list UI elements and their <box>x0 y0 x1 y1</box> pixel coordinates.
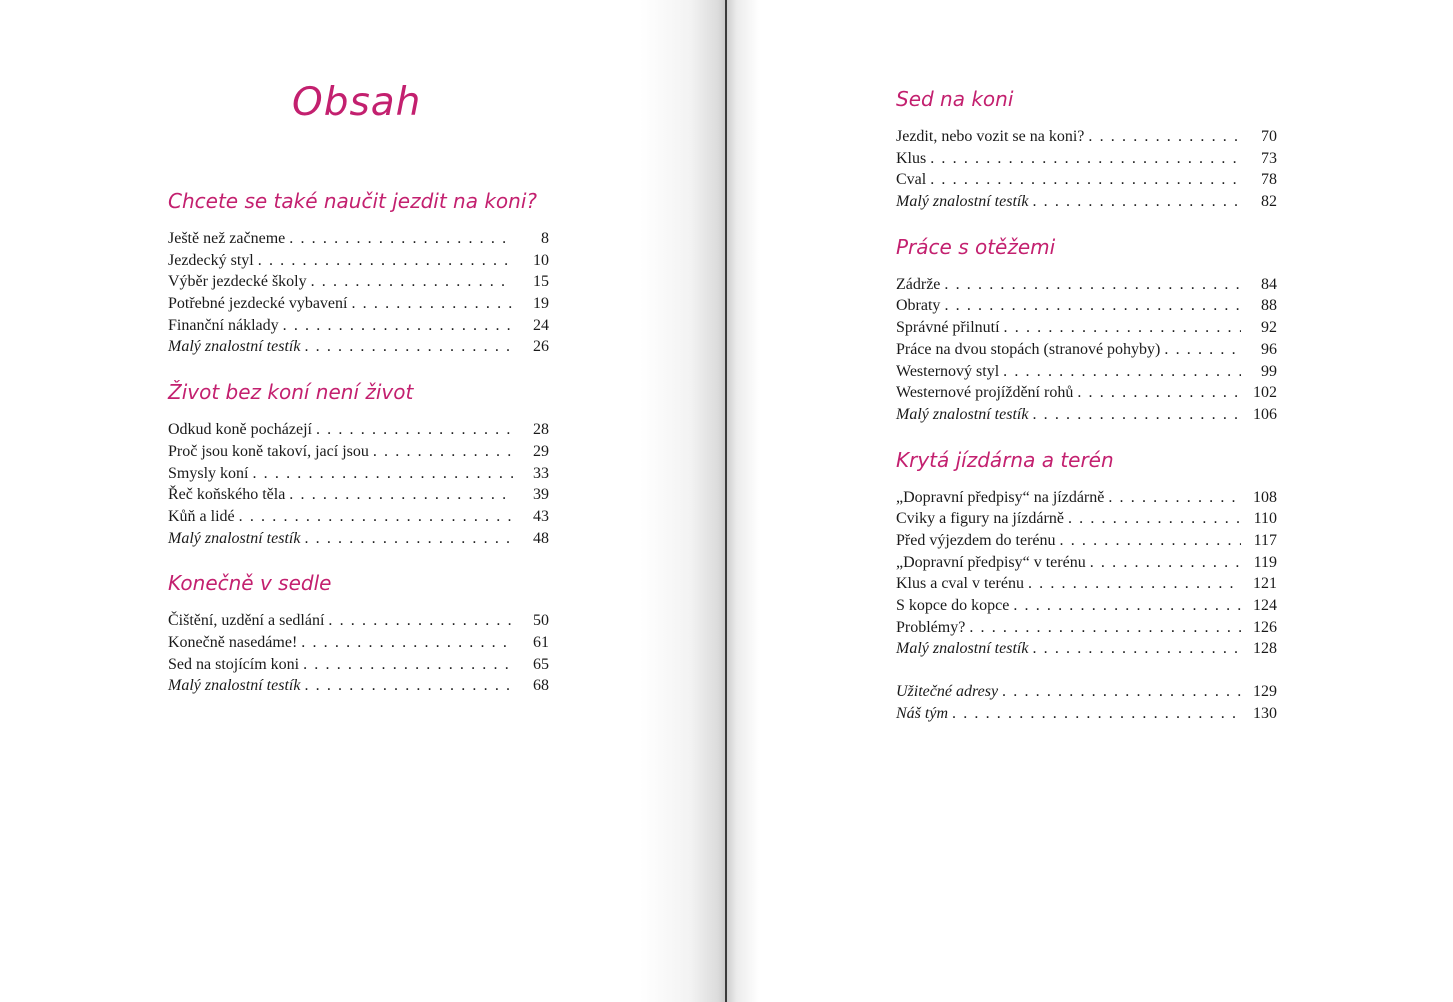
toc-entry[interactable] <box>896 617 1277 639</box>
entry-page: 50 <box>533 612 549 630</box>
entry-page: 73 <box>1261 149 1277 167</box>
toc-entry[interactable] <box>168 419 549 441</box>
entry-page: 29 <box>533 442 549 460</box>
section-heading: Chcete se také naučit jezdit na koni? <box>168 189 537 213</box>
toc-entry[interactable] <box>168 336 549 358</box>
toc-entry[interactable] <box>168 228 549 250</box>
entry-title: Výběr jezdecké školy <box>168 273 307 291</box>
entry-page: 48 <box>533 529 549 547</box>
entry-page: 88 <box>1261 297 1277 315</box>
toc-entry[interactable] <box>896 295 1277 317</box>
dot-leader <box>1164 339 1241 361</box>
dot-leader <box>258 250 513 272</box>
entry-title: Westernové projíždění rohů <box>896 384 1074 402</box>
entry-title: Malý znalostní testík <box>896 640 1029 658</box>
entry-page: 96 <box>1261 340 1277 358</box>
section-heading: Krytá jízdárna a terén <box>896 447 1114 472</box>
entry-page: 92 <box>1261 319 1277 337</box>
entry-title: Potřebné jezdecké vybavení <box>168 295 348 313</box>
entry-page: 65 <box>533 655 549 673</box>
entry-page: 124 <box>1253 597 1277 614</box>
entry-title: Práce na dvou stopách (stranové pohyby) <box>896 340 1161 358</box>
dot-leader <box>1108 487 1241 509</box>
entry-title: Čištění, uzdění a sedlání <box>168 612 325 630</box>
entry-title: Malý znalostní testík <box>896 193 1029 211</box>
entry-page: 43 <box>533 507 549 525</box>
entry-list <box>896 274 1277 426</box>
entry-title: Finanční náklady <box>168 316 279 334</box>
entry-title: Užitečné adresy <box>896 683 999 701</box>
entry-title: Problémy? <box>896 618 966 636</box>
entry-title: Westernový styl <box>896 362 1000 380</box>
dot-leader <box>930 169 1241 191</box>
toc-entry[interactable] <box>168 315 549 337</box>
toc-entry-useful-addresses[interactable] <box>896 681 1277 703</box>
entry-title: Klus a cval v terénu <box>896 575 1024 593</box>
dot-leader <box>969 617 1241 639</box>
dot-leader <box>1004 317 1241 339</box>
entry-page: 129 <box>1253 683 1277 701</box>
section-heading: Sed na koni <box>896 87 1014 111</box>
toc-section <box>896 445 1277 661</box>
dot-leader <box>1032 191 1241 213</box>
section-heading: Práce s otěžemi <box>896 234 1056 259</box>
dot-leader <box>303 654 513 676</box>
toc-entry[interactable] <box>168 528 549 550</box>
entry-title: Malý znalostní testík <box>168 529 301 547</box>
dot-leader <box>1088 126 1241 148</box>
entry-page: 26 <box>533 338 549 356</box>
entry-page: 99 <box>1261 362 1277 380</box>
entry-title: Klus <box>896 149 927 167</box>
entry-title: Cval <box>896 171 927 189</box>
toc-entry[interactable] <box>896 595 1277 617</box>
dot-leader <box>301 632 513 654</box>
dot-leader <box>1068 508 1241 530</box>
entry-list <box>168 610 549 697</box>
left-page <box>0 0 726 1002</box>
entry-title: Sed na stojícím koni <box>168 655 300 673</box>
entry-title: Náš tým <box>896 704 948 722</box>
dot-leader <box>944 274 1241 296</box>
entry-page: 82 <box>1261 193 1277 211</box>
entry-page: 106 <box>1253 405 1277 423</box>
entry-page: 39 <box>533 486 549 504</box>
toc-entry[interactable] <box>896 573 1277 595</box>
entry-page: 102 <box>1253 384 1277 402</box>
entry-title: Konečně nasedáme! <box>168 633 298 651</box>
toc-entry[interactable] <box>896 169 1277 191</box>
dot-leader <box>351 293 513 315</box>
toc-section <box>168 568 549 697</box>
toc-right-column <box>896 84 1277 724</box>
entry-page: 108 <box>1253 488 1277 506</box>
entry-page: 28 <box>533 421 549 439</box>
dot-leader <box>316 419 513 441</box>
toc-entry[interactable] <box>168 463 549 485</box>
toc-entry[interactable] <box>896 317 1277 339</box>
entry-title: „Dopravní předpisy“ na jízdárně <box>896 488 1105 506</box>
toc-entry[interactable] <box>896 361 1277 383</box>
toc-section <box>896 232 1277 426</box>
section-heading: Život bez koní není život <box>168 380 414 405</box>
dot-leader <box>944 295 1241 317</box>
entry-page: 121 <box>1253 575 1277 593</box>
entry-page: 33 <box>533 464 549 482</box>
toc-entry[interactable] <box>168 441 549 463</box>
dot-leader <box>373 441 513 463</box>
entry-title: Proč jsou koně takoví, jací jsou <box>168 442 369 460</box>
entry-title: Před výjezdem do terénu <box>896 531 1056 549</box>
dot-leader <box>952 703 1241 725</box>
dot-leader <box>239 506 513 528</box>
dot-leader <box>304 528 513 550</box>
entry-title: S kopce do kopce <box>896 597 1010 614</box>
dot-leader <box>304 336 513 358</box>
entry-title: Ještě než začneme <box>168 230 286 247</box>
toc-section <box>168 186 549 358</box>
dot-leader <box>1003 361 1241 383</box>
entry-page: 126 <box>1253 618 1277 636</box>
entry-page: 68 <box>533 677 549 695</box>
entry-list <box>168 419 549 549</box>
entry-title: Odkud koně pocházejí <box>168 421 312 439</box>
dot-leader <box>1090 552 1241 574</box>
toc-entry[interactable] <box>896 339 1277 361</box>
entry-title: Smysly koní <box>168 464 249 482</box>
dot-leader <box>304 675 513 697</box>
entry-list <box>896 126 1277 213</box>
entry-title: Malý znalostní testík <box>168 338 301 356</box>
toc-entry[interactable] <box>168 506 549 528</box>
toc-entry[interactable] <box>896 530 1277 552</box>
entry-page: 19 <box>533 295 549 313</box>
entry-title: „Dopravní předpisy“ v terénu <box>896 553 1086 571</box>
dot-leader <box>1032 638 1241 660</box>
entry-list <box>168 228 549 358</box>
entry-page: 61 <box>533 633 549 651</box>
entry-title: Jezdit, nebo vozit se na koni? <box>896 128 1085 145</box>
dot-leader <box>930 148 1241 170</box>
toc-entry[interactable] <box>168 271 549 293</box>
dot-leader <box>311 271 513 293</box>
appendix-list <box>896 681 1277 724</box>
dot-leader <box>1077 382 1241 404</box>
dot-leader <box>283 315 513 337</box>
toc-entry[interactable] <box>896 126 1277 148</box>
entry-page: 15 <box>533 273 549 291</box>
toc-left-column <box>168 186 549 716</box>
dot-leader <box>328 610 513 632</box>
toc-section <box>896 84 1277 213</box>
toc-entry[interactable] <box>896 508 1277 530</box>
section-heading: Konečně v sedle <box>168 571 332 596</box>
entry-page: 24 <box>533 316 549 334</box>
toc-entry[interactable] <box>168 632 549 654</box>
toc-entry[interactable] <box>168 675 549 697</box>
dot-leader <box>289 484 513 506</box>
entry-page: 130 <box>1253 704 1277 722</box>
entry-page: 84 <box>1261 275 1277 293</box>
entry-title: Řeč koňského těla <box>168 486 286 504</box>
dot-leader <box>1013 595 1241 617</box>
entry-page: 119 <box>1253 553 1277 571</box>
entry-list <box>896 487 1277 661</box>
entry-page: 8 <box>541 230 549 247</box>
entry-page: 70 <box>1261 128 1277 145</box>
toc-entry[interactable] <box>168 654 549 676</box>
toc-entry[interactable] <box>896 148 1277 170</box>
page-title: Obsah <box>292 80 422 125</box>
entry-title: Cviky a figury na jízdárně <box>896 510 1064 528</box>
toc-entry[interactable] <box>168 250 549 272</box>
toc-entry[interactable] <box>168 484 549 506</box>
entry-title: Jezdecký styl <box>168 251 254 269</box>
toc-entry[interactable] <box>168 293 549 315</box>
entry-title: Malý znalostní testík <box>168 677 301 695</box>
entry-title: Malý znalostní testík <box>896 405 1029 423</box>
toc-entry[interactable] <box>896 552 1277 574</box>
entry-page: 10 <box>533 251 549 269</box>
toc-entry-our-team[interactable] <box>896 703 1277 725</box>
toc-entry[interactable] <box>896 274 1277 296</box>
toc-entry[interactable] <box>896 191 1277 213</box>
toc-entry[interactable] <box>168 610 549 632</box>
toc-entry[interactable] <box>896 404 1277 426</box>
entry-page: 78 <box>1261 171 1277 189</box>
dot-leader <box>289 228 513 250</box>
toc-section <box>168 377 549 549</box>
dot-leader <box>1002 681 1241 703</box>
entry-page: 128 <box>1253 640 1277 658</box>
dot-leader <box>1028 573 1241 595</box>
entry-page: 110 <box>1253 510 1277 528</box>
entry-title: Správné přilnutí <box>896 319 1000 337</box>
entry-title: Kůň a lidé <box>168 507 235 525</box>
entry-title: Zádrže <box>896 275 941 293</box>
entry-page: 117 <box>1253 531 1277 549</box>
toc-entry[interactable] <box>896 638 1277 660</box>
toc-entry[interactable] <box>896 382 1277 404</box>
entry-title: Obraty <box>896 297 941 315</box>
dot-leader <box>1060 530 1242 552</box>
dot-leader <box>1032 404 1241 426</box>
toc-entry[interactable] <box>896 487 1277 509</box>
dot-leader <box>252 463 513 485</box>
